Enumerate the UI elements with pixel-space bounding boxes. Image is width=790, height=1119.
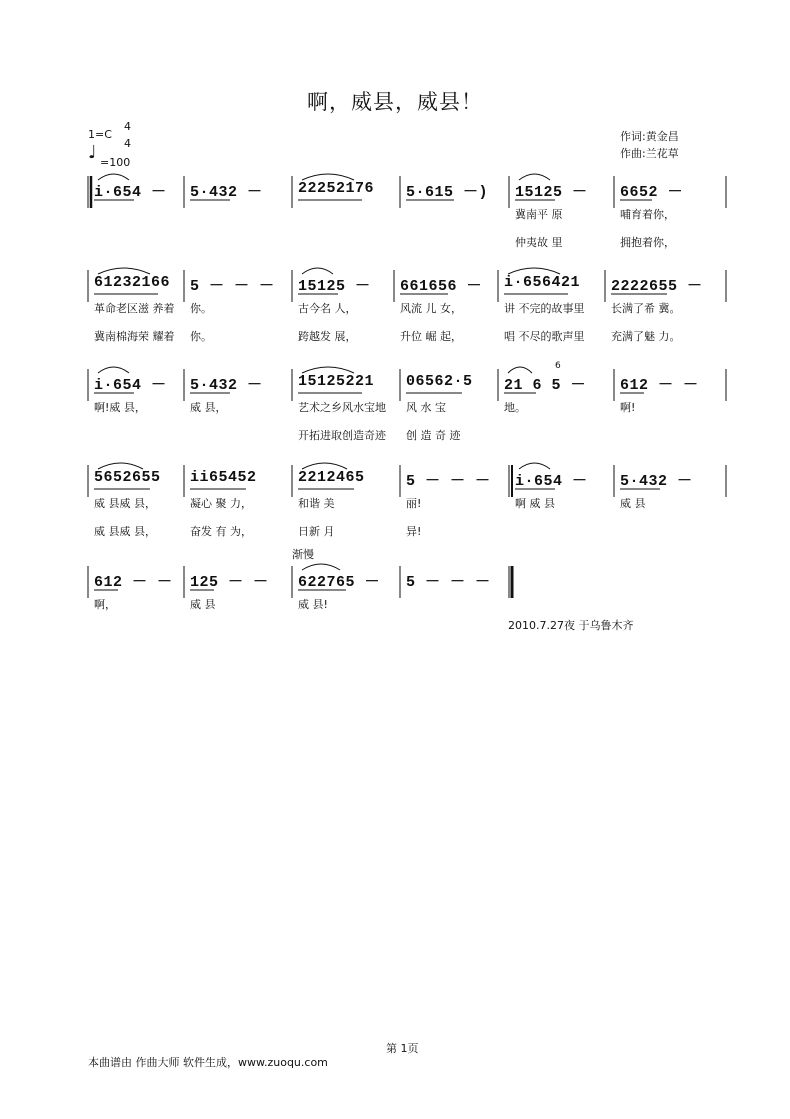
grace-note: 6 (555, 361, 561, 371)
measure-notes: 5652655 (94, 469, 161, 486)
measure-notes: 622765 － (298, 574, 381, 591)
measure-notes: 15125 － (298, 278, 371, 295)
lyric-verse-2: 升位 崛 起， (400, 330, 462, 343)
lyric-verse-1: 哺育着你， (620, 208, 675, 221)
measure-notes: i·656421 (504, 274, 581, 291)
lyric-verse-1: 啊!威 县， (94, 401, 146, 414)
lyric-verse-1: 威 县 (190, 598, 216, 611)
measure-notes: i·654 － (515, 473, 588, 490)
lyric-verse-1: 古今名 人， (298, 302, 357, 315)
lyric-verse-1: 革命老区滋 养着 (94, 302, 175, 315)
page-title: 啊，威县，威县！ (307, 90, 483, 114)
lyric-verse-2: 威 县威 县， (94, 525, 156, 538)
measure-notes: 612 － － (620, 377, 699, 394)
lyric-verse-1: 啊， (94, 598, 116, 611)
lyric-verse-1: 冀南平 原 (515, 208, 563, 221)
measure-notes: 612 － － (94, 574, 173, 591)
measure-notes: 6652 － (620, 184, 684, 201)
date-note: 2010.7.27夜 于乌鲁木齐 (508, 619, 634, 632)
measure-notes: 2222655 － (611, 278, 703, 295)
lyric-verse-1: 啊 威 县 (515, 497, 555, 510)
measure-notes: 5 － － － (406, 473, 491, 490)
lyric-verse-1: 你。 (190, 302, 212, 315)
lyric-verse-2: 充满了魅 力。 (611, 330, 681, 343)
measure-notes: 15125221 (298, 373, 375, 390)
lyric-verse-1: 地。 (504, 401, 526, 414)
lyric-verse-2: 冀南棉海荣 耀着 (94, 330, 175, 343)
measure-notes: 15125 － (515, 184, 588, 201)
key-signature: 1=C (88, 128, 112, 141)
quarter-note-icon: ♩ (88, 142, 97, 163)
measure-notes: 22252176 (298, 180, 375, 197)
measure-notes: 21 6 5 － (504, 377, 587, 394)
lyric-verse-1: 威 县! (298, 598, 328, 611)
lyric-verse-1: 风 水 宝 (406, 401, 446, 414)
lyric-verse-1: 艺术之乡风水宝地 (298, 401, 386, 414)
measure-notes: 61232166 (94, 274, 171, 291)
measure-notes: 661656 － (400, 278, 483, 295)
measure-notes: 2212465 (298, 469, 365, 486)
composer-credit: 作曲:兰花草 (620, 147, 679, 160)
lyric-verse-2: 开拓进取创造奇迹 (298, 429, 386, 442)
lyric-verse-2: 仲夷故 里 (515, 236, 563, 249)
lyric-verse-1: 长满了希 冀。 (611, 302, 681, 315)
measure-notes: i·654 － (94, 184, 167, 201)
lyricist-credit: 作词:黄金昌 (620, 130, 679, 143)
lyric-verse-1: 威 县， (190, 401, 227, 414)
tempo-marking: =100 (100, 156, 131, 169)
measure-notes: 5 － － － (190, 278, 275, 295)
footer-text: 本曲谱由 作曲大师 软件生成，www.zuoqu.com (88, 1056, 328, 1069)
lyric-verse-2: 创 造 奇 迹 (406, 429, 461, 442)
measure-notes: 5·432 － (190, 184, 263, 201)
page-number: 第 1页 (386, 1042, 419, 1055)
lyric-verse-2: 唱 不尽的歌声里 (504, 330, 585, 343)
lyric-verse-2: 日新 月 (298, 525, 335, 538)
lyric-verse-1: 凝心 聚 力， (190, 497, 252, 510)
lyric-verse-2: 异! (406, 525, 422, 538)
measure-notes: 5·615 －) (406, 184, 489, 201)
time-signature-denominator: 4 (124, 137, 131, 150)
measure-notes: 5·432 － (190, 377, 263, 394)
lyric-verse-1: 风流 儿 女， (400, 302, 462, 315)
measure-notes: 5 － － － (406, 574, 491, 591)
lyric-verse-2: 奋发 有 为， (190, 525, 252, 538)
measure-notes: 06562·5 (406, 373, 473, 390)
measure-notes: 125 － － (190, 574, 269, 591)
lyric-verse-1: 威 县 (620, 497, 646, 510)
measure-notes: ii65452 (190, 469, 257, 486)
lyric-verse-2: 拥抱着你， (620, 236, 675, 249)
measure-notes: i·654 － (94, 377, 167, 394)
time-signature-numerator: 4 (124, 120, 131, 133)
lyric-verse-2: 你。 (190, 330, 212, 343)
tempo-change-mark: 渐慢 (292, 548, 314, 561)
lyric-verse-1: 啊! (620, 401, 636, 414)
lyric-verse-1: 丽! (406, 497, 422, 510)
lyric-verse-1: 和谐 美 (298, 497, 335, 510)
lyric-verse-2: 跨越发 展， (298, 330, 357, 343)
lyric-verse-1: 威 县威 县， (94, 497, 156, 510)
lyric-verse-1: 讲 不完的故事里 (504, 302, 585, 315)
measure-notes: 5·432 － (620, 473, 693, 490)
